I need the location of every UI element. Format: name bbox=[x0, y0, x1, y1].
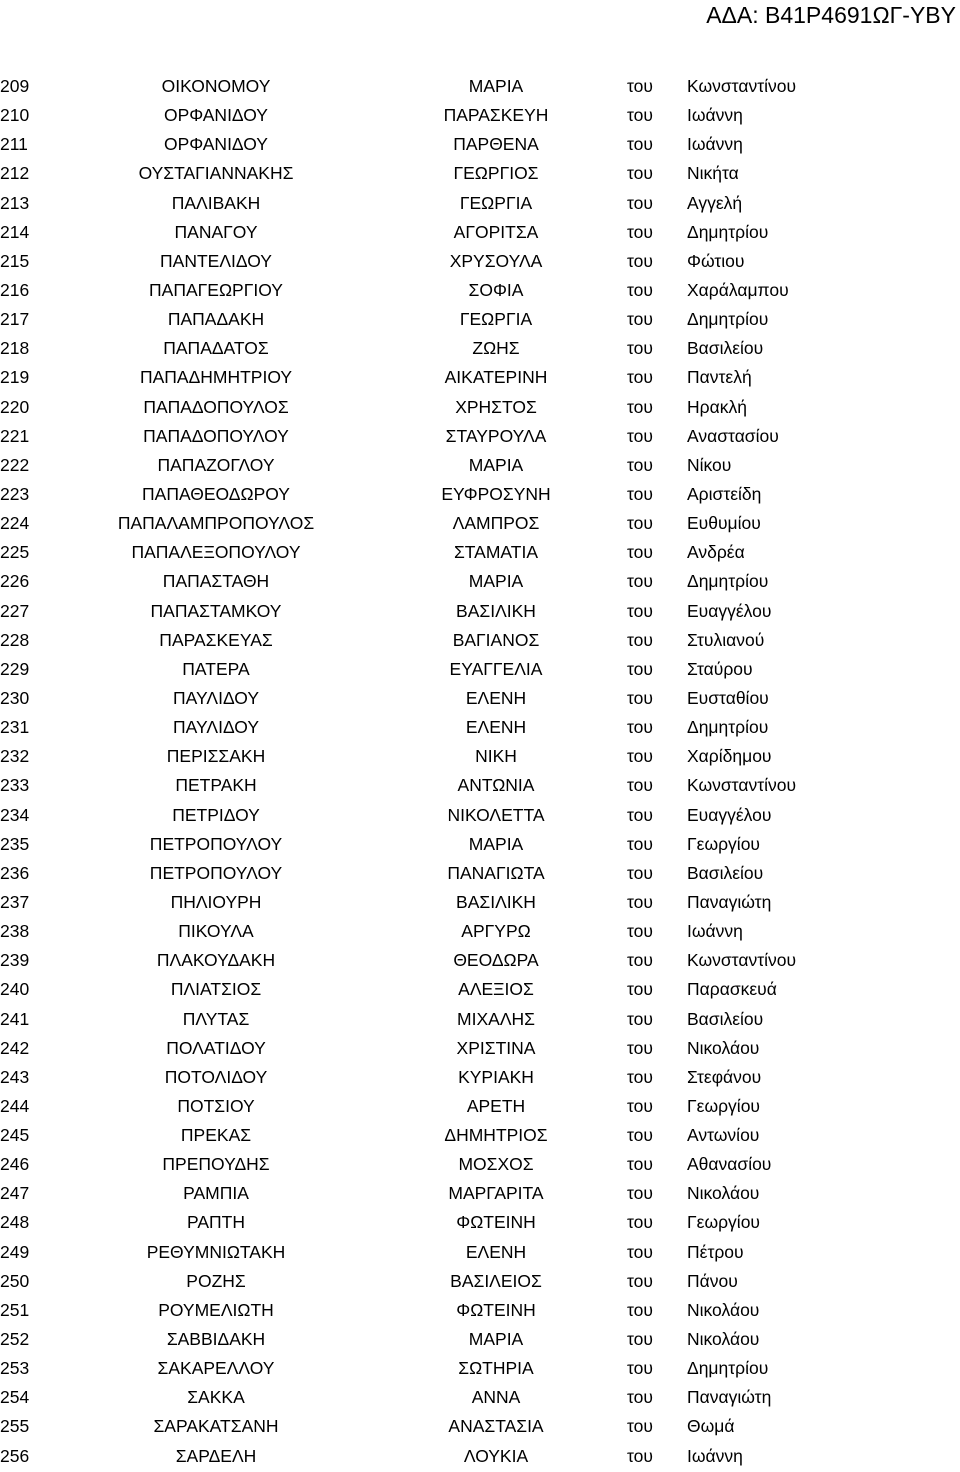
father-name-cell: Αναστασίου bbox=[687, 425, 779, 446]
father-name-cell: Ευαγγέλου bbox=[687, 804, 772, 825]
of-word-cell: του bbox=[627, 367, 653, 388]
table-row bbox=[0, 363, 960, 392]
surname-cell: ΠΑΛΙΒΑΚΗ bbox=[171, 192, 261, 213]
table-row bbox=[0, 1063, 960, 1092]
table-row bbox=[0, 509, 960, 538]
of-word-cell: του bbox=[627, 1241, 653, 1262]
father-name-cell: Αριστείδη bbox=[687, 483, 762, 504]
of-word-cell: του bbox=[627, 134, 653, 155]
row-number: 213 bbox=[0, 192, 30, 213]
father-name-cell: Ευσταθίου bbox=[687, 687, 769, 708]
of-word-cell: του bbox=[627, 950, 653, 971]
first-name-cell: ΠΑΡΑΣΚΕΥΗ bbox=[443, 105, 549, 126]
table-row bbox=[0, 101, 960, 130]
of-word-cell: του bbox=[627, 891, 653, 912]
surname-cell: ΠΕΤΡΑΚΗ bbox=[175, 775, 257, 796]
row-number: 217 bbox=[0, 309, 30, 330]
of-word-cell: του bbox=[627, 542, 653, 563]
table-row bbox=[0, 276, 960, 305]
first-name-cell: ΜΑΡΙΑ bbox=[468, 571, 524, 592]
father-name-cell: Στεφάνου bbox=[687, 1066, 762, 1087]
row-number: 232 bbox=[0, 746, 30, 767]
of-word-cell: του bbox=[627, 746, 653, 767]
surname-cell: ΠΑΠΑΔΑΚΗ bbox=[167, 309, 265, 330]
of-word-cell: του bbox=[627, 921, 653, 942]
row-number: 233 bbox=[0, 775, 30, 796]
surname-cell: ΠΑΝΑΓΟΥ bbox=[174, 221, 258, 242]
first-name-cell: ΜΑΡΙΑ bbox=[468, 1329, 524, 1350]
father-name-cell: Δημητρίου bbox=[687, 221, 769, 242]
table-row bbox=[0, 218, 960, 247]
table-row bbox=[0, 159, 960, 188]
row-number: 228 bbox=[0, 629, 30, 650]
row-number: 219 bbox=[0, 367, 30, 388]
of-word-cell: του bbox=[627, 396, 653, 417]
of-word-cell: του bbox=[627, 717, 653, 738]
of-word-cell: του bbox=[627, 1212, 653, 1233]
of-word-cell: του bbox=[627, 76, 653, 96]
father-name-cell: Αγγελή bbox=[687, 192, 743, 213]
surname-cell: ΠΑΠΑΔΟΠΟΥΛΟΣ bbox=[143, 396, 289, 417]
table-row bbox=[0, 684, 960, 713]
of-word-cell: του bbox=[627, 1125, 653, 1146]
surname-cell: ΠΑΠΑΣΤΑΜΚΟΥ bbox=[150, 600, 282, 621]
surname-cell: ΣΑΚΑΡΕΛΛΟΥ bbox=[157, 1358, 275, 1379]
first-name-cell: ΜΑΡΙΑ bbox=[468, 76, 524, 96]
row-number: 238 bbox=[0, 921, 30, 942]
father-name-cell: Βασιλείου bbox=[687, 862, 764, 883]
father-name-cell: Ιωάννη bbox=[687, 1445, 743, 1466]
first-name-cell: ΔΗΜΗΤΡΙΟΣ bbox=[444, 1125, 548, 1146]
first-name-cell: ΜΑΡΙΑ bbox=[468, 833, 524, 854]
table-row bbox=[0, 393, 960, 422]
table-row bbox=[0, 1296, 960, 1325]
row-number: 242 bbox=[0, 1037, 30, 1058]
surname-cell: ΡΑΠΤΗ bbox=[186, 1212, 246, 1233]
surname-cell: ΣΑΒΒΙΔΑΚΗ bbox=[166, 1329, 266, 1350]
father-name-cell: Νικολάου bbox=[687, 1183, 760, 1204]
row-number: 220 bbox=[0, 396, 30, 417]
father-name-cell: Χαρίδημου bbox=[687, 746, 772, 767]
row-number: 236 bbox=[0, 862, 30, 883]
first-name-cell: ΑΡΓΥΡΩ bbox=[461, 921, 531, 942]
surname-cell: ΟΡΦΑΝΙΔΟΥ bbox=[164, 134, 268, 155]
first-name-cell: ΑΝΝΑ bbox=[471, 1387, 521, 1408]
first-name-cell: ΦΩΤΕΙΝΗ bbox=[456, 1212, 536, 1233]
father-name-cell: Παρασκευά bbox=[687, 979, 777, 1000]
table-row bbox=[0, 1442, 960, 1471]
of-word-cell: του bbox=[627, 1066, 653, 1087]
first-name-cell: ΧΡΥΣΟΥΛΑ bbox=[449, 250, 543, 271]
surname-cell: ΠΑΡΑΣΚΕΥΑΣ bbox=[159, 629, 273, 650]
row-number: 239 bbox=[0, 950, 30, 971]
table-row bbox=[0, 451, 960, 480]
row-number: 253 bbox=[0, 1358, 30, 1379]
father-name-cell: Νικολάου bbox=[687, 1037, 760, 1058]
table-row bbox=[0, 597, 960, 626]
row-number: 211 bbox=[0, 134, 28, 155]
table-row bbox=[0, 305, 960, 334]
of-word-cell: του bbox=[627, 192, 653, 213]
table-row bbox=[0, 1121, 960, 1150]
row-number: 223 bbox=[0, 483, 30, 504]
surname-cell: ΟΡΦΑΝΙΔΟΥ bbox=[164, 105, 268, 126]
father-name-cell: Φώτιου bbox=[687, 250, 745, 271]
table-row bbox=[0, 1034, 960, 1063]
first-name-cell: ΝΙΚΟΛΕΤΤΑ bbox=[447, 804, 545, 825]
of-word-cell: του bbox=[627, 600, 653, 621]
table-row bbox=[0, 742, 960, 771]
first-name-cell: ΜΑΡΙΑ bbox=[468, 454, 524, 475]
first-name-cell: ΘΕΟΔΩΡΑ bbox=[453, 950, 539, 971]
row-number: 216 bbox=[0, 279, 30, 300]
of-word-cell: του bbox=[627, 454, 653, 475]
of-word-cell: του bbox=[627, 833, 653, 854]
row-number: 248 bbox=[0, 1212, 30, 1233]
table-row bbox=[0, 1208, 960, 1237]
father-name-cell: Παντελή bbox=[687, 367, 752, 388]
father-name-cell: Ιωάννη bbox=[687, 921, 743, 942]
row-number: 245 bbox=[0, 1125, 30, 1146]
table-row bbox=[0, 1354, 960, 1383]
first-name-cell: ΜΟΣΧΟΣ bbox=[458, 1154, 534, 1175]
row-number: 237 bbox=[0, 891, 30, 912]
father-name-cell: Βασιλείου bbox=[687, 338, 764, 359]
ada-header: ΑΔΑ: Β41Ρ4691ΩΓ-ΥΒΥ bbox=[706, 2, 956, 28]
first-name-cell: ΒΑΓΙΑΝΟΣ bbox=[452, 629, 540, 650]
surname-cell: ΠΟΤΟΛΙΔΟΥ bbox=[164, 1066, 268, 1087]
table-row bbox=[0, 1412, 960, 1441]
surname-cell: ΠΟΛΑΤΙΔΟΥ bbox=[166, 1037, 266, 1058]
first-name-cell: ΑΡΕΤΗ bbox=[466, 1095, 526, 1116]
surname-cell: ΠΡΕΠΟΥΔΗΣ bbox=[162, 1154, 270, 1175]
of-word-cell: του bbox=[627, 1416, 653, 1437]
first-name-cell: ΣΤΑΥΡΟΥΛΑ bbox=[445, 425, 547, 446]
first-name-cell: ΒΑΣΙΛΙΚΗ bbox=[456, 891, 536, 912]
table-row bbox=[0, 888, 960, 917]
father-name-cell: Ιωάννη bbox=[687, 134, 743, 155]
table-row bbox=[0, 1150, 960, 1179]
row-number: 241 bbox=[0, 1008, 30, 1029]
first-name-cell: ΣΟΦΙΑ bbox=[468, 279, 524, 300]
row-number: 243 bbox=[0, 1066, 30, 1087]
first-name-cell: ΠΑΝΑΓΙΩΤΑ bbox=[447, 862, 545, 883]
surname-cell: ΠΑΠΑΔΟΠΟΥΛΟΥ bbox=[143, 425, 289, 446]
of-word-cell: του bbox=[627, 221, 653, 242]
surname-cell: ΠΛΑΚΟΥΔΑΚΗ bbox=[156, 950, 276, 971]
row-number: 227 bbox=[0, 600, 30, 621]
surname-cell: ΡΟΖΗΣ bbox=[186, 1270, 246, 1291]
first-name-cell: ΝΙΚΗ bbox=[475, 746, 517, 767]
table-row bbox=[0, 1383, 960, 1412]
table-row bbox=[0, 830, 960, 859]
of-word-cell: του bbox=[627, 979, 653, 1000]
surname-cell: ΠΡΕΚΑΣ bbox=[180, 1125, 252, 1146]
row-number: 246 bbox=[0, 1154, 30, 1175]
first-name-cell: ΑΛΕΞΙΟΣ bbox=[458, 979, 534, 1000]
surname-cell: ΠΗΛΙΟΥΡΗ bbox=[170, 891, 262, 912]
row-number: 249 bbox=[0, 1241, 30, 1262]
of-word-cell: του bbox=[627, 279, 653, 300]
of-word-cell: του bbox=[627, 1270, 653, 1291]
first-name-cell: ΑΓΟΡΙΤΣΑ bbox=[453, 221, 539, 242]
row-number: 226 bbox=[0, 571, 30, 592]
first-name-cell: ΓΕΩΡΓΙΟΣ bbox=[453, 163, 539, 184]
surname-cell: ΠΑΠΑΖΟΓΛΟΥ bbox=[157, 454, 275, 475]
surname-cell: ΠΑΠΑΔΑΤΟΣ bbox=[163, 338, 269, 359]
father-name-cell: Κωνσταντίνου bbox=[687, 950, 797, 971]
row-number: 254 bbox=[0, 1387, 30, 1408]
surname-cell: ΠΟΤΣΙΟΥ bbox=[177, 1095, 255, 1116]
of-word-cell: του bbox=[627, 338, 653, 359]
father-name-cell: Νικολάου bbox=[687, 1299, 760, 1320]
first-name-cell: ΚΥΡΙΑΚΗ bbox=[458, 1066, 534, 1087]
surname-cell: ΠΕΤΡΙΔΟΥ bbox=[172, 804, 260, 825]
surname-cell: ΣΑΡΔΕΛΗ bbox=[175, 1445, 257, 1466]
row-number: 225 bbox=[0, 542, 30, 563]
surname-cell: ΟΙΚΟΝΟΜΟΥ bbox=[161, 76, 271, 96]
surname-cell: ΠΕΤΡΟΠΟΥΛΟΥ bbox=[149, 833, 283, 854]
father-name-cell: Αθανασίου bbox=[687, 1154, 772, 1175]
row-number: 209 bbox=[0, 76, 30, 96]
table-row bbox=[0, 72, 960, 101]
surname-cell: ΣΑΡΑΚΑΤΣΑΝΗ bbox=[153, 1416, 279, 1437]
father-name-cell: Κωνσταντίνου bbox=[687, 76, 797, 96]
row-number: 224 bbox=[0, 513, 30, 534]
surname-cell: ΠΑΥΛΙΔΟΥ bbox=[173, 687, 259, 708]
table-row bbox=[0, 655, 960, 684]
surname-cell: ΠΑΤΕΡΑ bbox=[182, 658, 250, 679]
table-row bbox=[0, 917, 960, 946]
of-word-cell: του bbox=[627, 483, 653, 504]
first-name-cell: ΑΙΚΑΤΕΡΙΝΗ bbox=[444, 367, 548, 388]
father-name-cell: Πέτρου bbox=[687, 1241, 744, 1262]
table-row bbox=[0, 626, 960, 655]
first-name-cell: ΜΙΧΑΛΗΣ bbox=[457, 1008, 535, 1029]
table-row bbox=[0, 130, 960, 159]
first-name-cell: ΕΛΕΝΗ bbox=[465, 1241, 527, 1262]
of-word-cell: του bbox=[627, 1154, 653, 1175]
father-name-cell: Στυλιανού bbox=[687, 629, 765, 650]
first-name-cell: ΕΥΦΡΟΣΥΝΗ bbox=[441, 483, 551, 504]
surname-cell: ΡΟΥΜΕΛΙΩΤΗ bbox=[158, 1299, 274, 1320]
of-word-cell: του bbox=[627, 250, 653, 271]
first-name-cell: ΕΛΕΝΗ bbox=[465, 717, 527, 738]
row-number: 229 bbox=[0, 658, 30, 679]
first-name-cell: ΕΥΑΓΓΕΛΙΑ bbox=[449, 658, 543, 679]
table-row bbox=[0, 975, 960, 1004]
of-word-cell: του bbox=[627, 629, 653, 650]
table-row bbox=[0, 189, 960, 218]
father-name-cell: Βασιλείου bbox=[687, 1008, 764, 1029]
table-row bbox=[0, 859, 960, 888]
father-name-cell: Ανδρέα bbox=[687, 542, 745, 563]
surname-cell: ΠΛΥΤΑΣ bbox=[182, 1008, 250, 1029]
father-name-cell: Παναγιώτη bbox=[687, 1387, 772, 1408]
first-name-cell: ΒΑΣΙΛΙΚΗ bbox=[456, 600, 536, 621]
first-name-cell: ΠΑΡΘΕΝΑ bbox=[453, 134, 539, 155]
of-word-cell: του bbox=[627, 1445, 653, 1466]
father-name-cell: Δημητρίου bbox=[687, 1358, 769, 1379]
surname-cell: ΡΑΜΠΙΑ bbox=[183, 1183, 249, 1204]
first-name-cell: ΧΡΙΣΤΙΝΑ bbox=[456, 1037, 536, 1058]
of-word-cell: του bbox=[627, 1299, 653, 1320]
surname-cell: ΠΕΤΡΟΠΟΥΛΟΥ bbox=[149, 862, 283, 883]
table-row bbox=[0, 567, 960, 596]
father-name-cell: Νικολάου bbox=[687, 1329, 760, 1350]
row-number: 222 bbox=[0, 454, 30, 475]
father-name-cell: Κωνσταντίνου bbox=[687, 775, 797, 796]
surname-cell: ΠΑΠΑΓΕΩΡΓΙΟΥ bbox=[149, 279, 283, 300]
row-number: 210 bbox=[0, 105, 30, 126]
father-name-cell: Ευαγγέλου bbox=[687, 600, 772, 621]
surname-cell: ΠΕΡΙΣΣΑΚΗ bbox=[166, 746, 266, 767]
first-name-cell: ΣΤΑΜΑΤΙΑ bbox=[453, 542, 539, 563]
of-word-cell: του bbox=[627, 1387, 653, 1408]
of-word-cell: του bbox=[627, 862, 653, 883]
father-name-cell: Ευθυμίου bbox=[687, 513, 761, 534]
first-name-cell: ΑΝΑΣΤΑΣΙΑ bbox=[448, 1416, 544, 1437]
of-word-cell: του bbox=[627, 775, 653, 796]
row-number: 221 bbox=[0, 425, 30, 446]
row-number: 231 bbox=[0, 717, 30, 738]
surname-cell: ΠΑΠΑΘΕΟΔΩΡΟΥ bbox=[142, 483, 290, 504]
father-name-cell: Νικήτα bbox=[687, 163, 739, 184]
row-number: 235 bbox=[0, 833, 30, 854]
first-name-cell: ΧΡΗΣΤΟΣ bbox=[455, 396, 537, 417]
row-number: 212 bbox=[0, 163, 30, 184]
father-name-cell: Δημητρίου bbox=[687, 309, 769, 330]
of-word-cell: του bbox=[627, 105, 653, 126]
row-number: 250 bbox=[0, 1270, 30, 1291]
table-row bbox=[0, 771, 960, 800]
surname-cell: ΡΕΘΥΜΝΙΩΤΑΚΗ bbox=[146, 1241, 286, 1262]
first-name-cell: ΜΑΡΓΑΡΙΤΑ bbox=[448, 1183, 544, 1204]
of-word-cell: του bbox=[627, 687, 653, 708]
surname-cell: ΠΑΠΑΛΕΞΟΠΟΥΛΟΥ bbox=[131, 542, 301, 563]
row-number: 247 bbox=[0, 1183, 30, 1204]
table-row bbox=[0, 946, 960, 975]
first-name-cell: ΦΩΤΕΙΝΗ bbox=[456, 1299, 536, 1320]
table-row bbox=[0, 1092, 960, 1121]
table-row bbox=[0, 1005, 960, 1034]
first-name-cell: ΓΕΩΡΓΙΑ bbox=[459, 309, 533, 330]
surname-cell: ΠΑΠΑΛΑΜΠΡΟΠΟΥΛΟΣ bbox=[117, 513, 315, 534]
surname-cell: ΣΑΚΚΑ bbox=[187, 1387, 245, 1408]
of-word-cell: του bbox=[627, 1037, 653, 1058]
first-name-cell: ΕΛΕΝΗ bbox=[465, 687, 527, 708]
of-word-cell: του bbox=[627, 1183, 653, 1204]
table-row bbox=[0, 1238, 960, 1267]
of-word-cell: του bbox=[627, 1329, 653, 1350]
of-word-cell: του bbox=[627, 309, 653, 330]
father-name-cell: Ηρακλή bbox=[687, 396, 747, 417]
row-number: 256 bbox=[0, 1445, 30, 1466]
father-name-cell: Ιωάννη bbox=[687, 105, 743, 126]
first-name-cell: ΑΝΤΩΝΙΑ bbox=[457, 775, 535, 796]
row-number: 244 bbox=[0, 1095, 30, 1116]
table-row bbox=[0, 538, 960, 567]
father-name-cell: Δημητρίου bbox=[687, 717, 769, 738]
first-name-cell: ΣΩΤΗΡΙΑ bbox=[458, 1358, 534, 1379]
first-name-cell: ΓΕΩΡΓΙΑ bbox=[459, 192, 533, 213]
father-name-cell: Χαράλαμπου bbox=[687, 279, 789, 300]
surname-cell: ΠΑΝΤΕΛΙΔΟΥ bbox=[160, 250, 272, 271]
of-word-cell: του bbox=[627, 1008, 653, 1029]
father-name-cell: Γεωργίου bbox=[687, 1212, 760, 1233]
surname-cell: ΠΑΠΑΔΗΜΗΤΡΙΟΥ bbox=[139, 367, 293, 388]
father-name-cell: Παναγιώτη bbox=[687, 891, 772, 912]
of-word-cell: του bbox=[627, 1358, 653, 1379]
of-word-cell: του bbox=[627, 425, 653, 446]
row-number: 215 bbox=[0, 250, 30, 271]
row-number: 218 bbox=[0, 338, 30, 359]
father-name-cell: Γεωργίου bbox=[687, 1095, 760, 1116]
of-word-cell: του bbox=[627, 571, 653, 592]
table-row bbox=[0, 334, 960, 363]
father-name-cell: Σταύρου bbox=[687, 658, 753, 679]
row-number: 230 bbox=[0, 687, 30, 708]
row-number: 240 bbox=[0, 979, 30, 1000]
of-word-cell: του bbox=[627, 513, 653, 534]
surname-cell: ΠΛΙΑΤΣΙΟΣ bbox=[170, 979, 262, 1000]
table-row bbox=[0, 1267, 960, 1296]
of-word-cell: του bbox=[627, 804, 653, 825]
first-name-cell: ΛΟΥΚΙΑ bbox=[463, 1445, 529, 1466]
table-row bbox=[0, 1179, 960, 1208]
table-row bbox=[0, 801, 960, 830]
table-row bbox=[0, 247, 960, 276]
of-word-cell: του bbox=[627, 658, 653, 679]
first-name-cell: ΒΑΣΙΛΕΙΟΣ bbox=[450, 1270, 542, 1291]
names-table bbox=[0, 72, 960, 1471]
first-name-cell: ΖΩΗΣ bbox=[472, 338, 520, 359]
father-name-cell: Αντωνίου bbox=[687, 1125, 760, 1146]
father-name-cell: Νίκου bbox=[687, 454, 732, 475]
row-number: 214 bbox=[0, 221, 30, 242]
father-name-cell: Δημητρίου bbox=[687, 571, 769, 592]
surname-cell: ΠΙΚΟΥΛΑ bbox=[178, 921, 254, 942]
table-row bbox=[0, 422, 960, 451]
father-name-cell: Πάνου bbox=[687, 1270, 738, 1291]
surname-cell: ΟΥΣΤΑΓΙΑΝΝΑΚΗΣ bbox=[138, 163, 294, 184]
row-number: 252 bbox=[0, 1329, 30, 1350]
row-number: 251 bbox=[0, 1299, 30, 1320]
of-word-cell: του bbox=[627, 1095, 653, 1116]
father-name-cell: Θωμά bbox=[687, 1416, 735, 1437]
first-name-cell: ΛΑΜΠΡΟΣ bbox=[452, 513, 540, 534]
surname-cell: ΠΑΥΛΙΔΟΥ bbox=[173, 717, 259, 738]
row-number: 255 bbox=[0, 1416, 30, 1437]
of-word-cell: του bbox=[627, 163, 653, 184]
row-number: 234 bbox=[0, 804, 30, 825]
table-row bbox=[0, 1325, 960, 1354]
table-row bbox=[0, 713, 960, 742]
father-name-cell: Γεωργίου bbox=[687, 833, 760, 854]
surname-cell: ΠΑΠΑΣΤΑΘΗ bbox=[162, 571, 270, 592]
table-row bbox=[0, 480, 960, 509]
